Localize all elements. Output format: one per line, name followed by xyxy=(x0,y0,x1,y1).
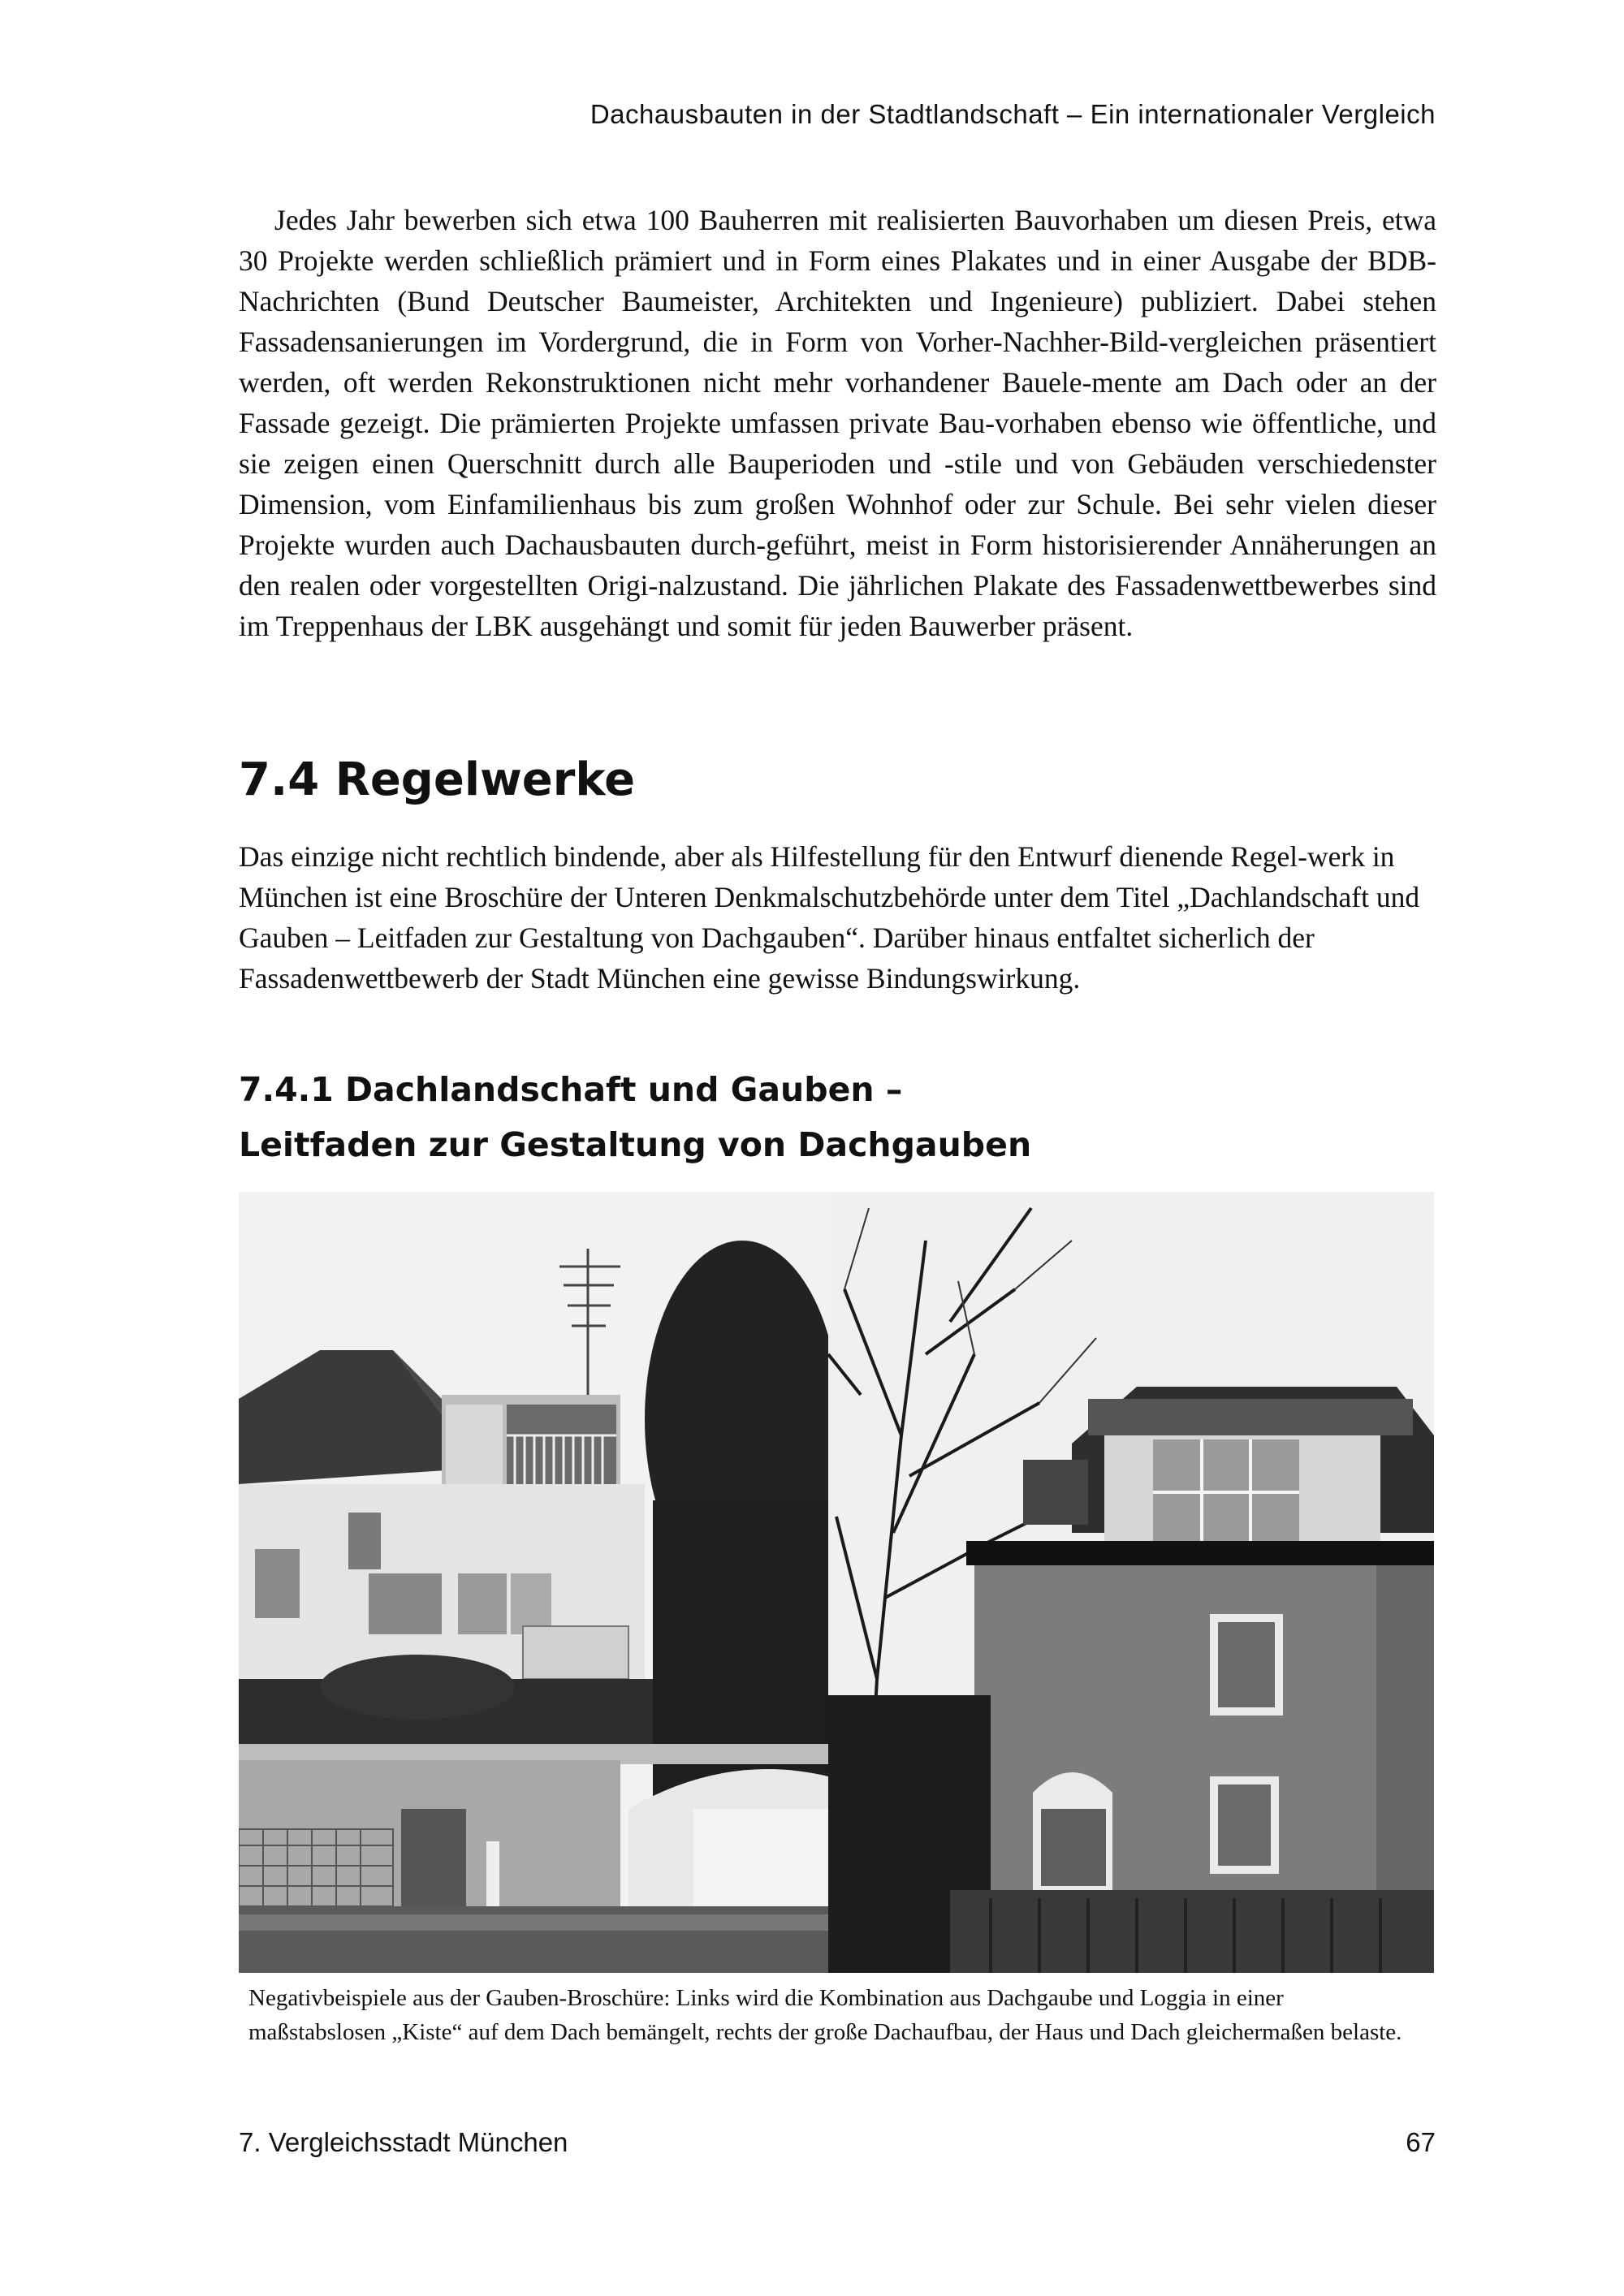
page-number: 67 xyxy=(1406,2127,1436,2157)
subsection-heading-line-2: Leitfaden zur Gestaltung von Dachgauben xyxy=(239,1125,1032,1164)
figure-caption: Negativbeispiele aus der Gauben-Broschüre: Links wird die Kombination aus Dachgaube und Loggia in einer maßstabslosen „Kiste“ auf dem Dach bemängelt, rechts der große Dachaufbau, der Haus und Dach gleichermaßen belaste. xyxy=(248,1985,1402,2045)
subsection-heading-line-1: 7.4.1 Dachlandschaft und Gauben – xyxy=(239,1070,903,1109)
photo-right-large-dormer xyxy=(828,1192,1434,1973)
subsection-heading xyxy=(239,1062,1031,1172)
body-paragraph-1: Jedes Jahr bewerben sich etwa 100 Bauherren mit realisierten Bauvorhaben um diesen Preis, etwa 30 Projekte werden schließlich prämiert und in Form eines Plakates und in einer Ausgabe der BDB-Nachrichten (Bund Deutscher Baumeister, Architekten und Ingenieure) publiziert. Dabei stehen Fassadensanierungen im Vordergrund, die in Form von Vorher-Nachher-Bild-vergleichen präsentiert werden, oft werden Rekonstruktionen nicht mehr vorhandener Bauele-mente am Dach oder an der Fassade gezeigt. Die prämierten Projekte umfassen private Bau-vorhaben ebenso wie öffentliche, und sie zeigen einen Querschnitt durch alle Bauperioden und -stile und von Gebäuden verschiedenster Dimension, vom Einfamilienhaus bis zum großen Wohnhof oder zur Schule. Bei sehr vielen dieser Projekte wurden auch Dachausbauten durch-geführt, meist in Form historisierender Annäherungen an den realen oder vorgestellten Origi-nalzustand. Die jährlichen Plakate des Fassadenwettbewerbes sind im Treppenhaus der LBK ausgehängt und somit für jeden Bauwerber präsent. xyxy=(239,204,1436,642)
body-paragraph-2: Das einzige nicht rechtlich bindende, aber als Hilfestellung für den Entwurf dienende Regel-werk in München ist eine Broschüre der Unteren Denkmalschutzbehörde unter dem Titel „Dachlandschaft und Gauben – Leitfaden zur Gestaltung von Dachgauben“. Darüber hinaus entfaltet sicherlich der Fassadenwettbewerb der Stadt München eine gewisse Bindungswirkung. xyxy=(239,840,1420,995)
running-header: Dachausbauten in der Stadtlandschaft – Ein internationaler Vergleich xyxy=(590,99,1436,129)
photo-left-dormer-loggia xyxy=(239,1192,828,1973)
footer-chapter: 7. Vergleichsstadt München xyxy=(239,2127,568,2157)
section-heading: 7.4 Regelwerke xyxy=(239,753,636,806)
